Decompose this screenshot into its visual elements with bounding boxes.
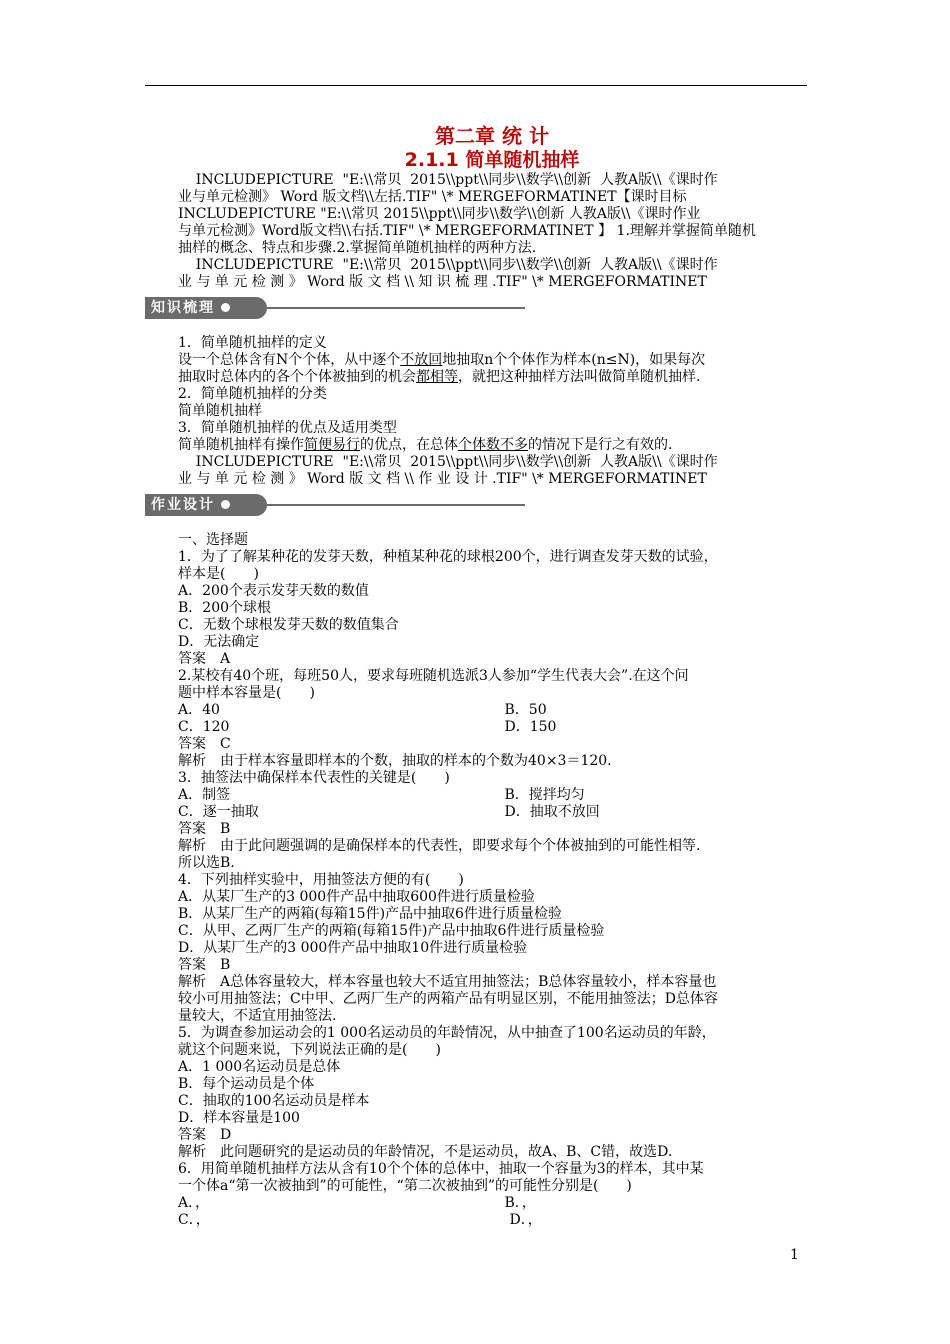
- question-5: 5．为调查参加运动会的1 000名运动员的年龄情况，从中抽查了100名运动员的年龄，: [178, 1025, 716, 1041]
- answer: 答案 A: [178, 651, 231, 667]
- text: ，就把这种抽样方法叫做简单随机抽样.: [458, 369, 701, 385]
- underlined-term: 不放回: [400, 352, 443, 368]
- explanation: 量较大，不适宜用抽签法.: [178, 1008, 337, 1024]
- page-number: 1: [790, 1247, 799, 1263]
- section-banner-knowledge: [145, 297, 525, 319]
- text: 简单随机抽样有操作: [178, 437, 304, 453]
- heading-3: 3．简单随机抽样的优点及适用类型: [178, 420, 397, 436]
- text: 地抽取n个个体作为样本(n≤N)，如果每次: [442, 352, 706, 368]
- option-row: [178, 804, 806, 821]
- heading-2: 2．简单随机抽样的分类: [178, 386, 327, 402]
- question-3: 3．抽签法中确保样本代表性的关键是( ): [178, 770, 450, 786]
- question-2: 2.某校有40个班，每班50人，要求每班随机选派3人参加“学生代表大会”.在这个问: [178, 668, 689, 684]
- field-line: 业 与 单 元 检 测 》 Word 版 文 档 \\ 作 业 设 计 .TIF" \* MERGEFORMATINET: [178, 471, 707, 487]
- answer: 答案 C: [178, 736, 231, 752]
- question-4: 4．下列抽样实验中，用抽签法方便的有( ): [178, 872, 464, 888]
- heading-1: 1．简单随机抽样的定义: [178, 335, 327, 351]
- banner-line: [267, 504, 525, 506]
- banner-label: 知识梳理: [151, 300, 215, 316]
- option: B．，: [504, 1195, 536, 1211]
- exercise-section: 一、选择题: [178, 532, 248, 548]
- option: C．抽取的100名运动员是样本: [178, 1093, 370, 1109]
- knowledge-content: [178, 335, 806, 454]
- chapter-title: 第二章 统 计: [435, 124, 549, 148]
- option: C．120: [178, 719, 230, 735]
- definition-line-1: [178, 352, 806, 369]
- explanation: 较小可用抽签法；C中甲、乙两厂生产的两箱产品有明显区别，不能用抽签法；D总体容: [178, 991, 718, 1007]
- underlined-term: 简便易行: [304, 437, 360, 453]
- option: D．从某厂生产的3 000件产品中抽取10件进行质量检验: [178, 940, 528, 956]
- option: D．样本容量是100: [178, 1110, 300, 1126]
- option: D．150: [504, 719, 557, 735]
- option: A．1 000名运动员是总体: [178, 1059, 341, 1075]
- exercises: [178, 532, 806, 1229]
- option: A．制签: [178, 787, 231, 803]
- text: 抽取时总体内的各个个体被抽到的机会: [178, 369, 416, 385]
- option-row: [178, 1195, 806, 1212]
- option: C．无数个球根发芽天数的数值集合: [178, 617, 399, 633]
- field-line: 与单元检测》Word版文档\\右括.TIF" \* MERGEFORMATINET 】 1.理解并掌握简单随机: [178, 223, 756, 239]
- field-line: 业与单元检测》 Word 版文档\\左括.TIF" \* MERGEFORMATINET【课时目标: [178, 189, 687, 205]
- explanation: 解析 A总体容量较大，样本容量也较大不适宜用抽签法；B总体容量较小，样本容量也: [178, 974, 717, 990]
- section-title: 2.1.1 简单随机抽样: [404, 149, 580, 171]
- explanation: 所以选B.: [178, 855, 235, 871]
- text: 的情况下是行之有效的.: [528, 437, 673, 453]
- classification: 简单随机抽样: [178, 403, 262, 419]
- underlined-term: 个体数不多: [458, 437, 528, 453]
- explanation: 解析 由于此问题强调的是确保样本的代表性，即要求每个个体被抽到的可能性相等.: [178, 838, 701, 854]
- field-line: INCLUDEPICTURE "E:\\常贝 2015\\ppt\\同步\\数学\\创新 人教A版\\《课时作: [178, 172, 718, 188]
- document-body: [151, 124, 806, 1229]
- option: C．，: [178, 1212, 210, 1228]
- option-row: [178, 787, 806, 804]
- bullet-dot-icon: [221, 303, 230, 312]
- answer: 答案 D: [178, 1127, 232, 1143]
- option: D．，: [509, 1212, 542, 1228]
- option-row: [178, 1212, 806, 1229]
- banner-tag: [145, 494, 267, 516]
- field-line: 业 与 单 元 检 测 》 Word 版 文 档 \\ 知 识 梳 理 .TIF" \* MERGEFORMATINET: [178, 274, 707, 290]
- definition-line-2: [178, 369, 806, 386]
- option: D．无法确定: [178, 634, 260, 650]
- option: A．从某厂生产的3 000件产品中抽取600件进行质量检验: [178, 889, 535, 905]
- option: C．从甲、乙两厂生产的两箱(每箱15件)产品中抽取6件进行质量检验: [178, 923, 605, 939]
- option: A．200个表示发芽天数的数值: [178, 583, 369, 599]
- text: 的优点，在总体: [360, 437, 458, 453]
- question-6: 6．用简单随机抽样方法从含有10个个体的总体中，抽取一个容量为3的样本，其中某: [178, 1161, 704, 1177]
- question-1: 样本是( ): [178, 566, 259, 582]
- banner-label: 作业设计: [151, 497, 215, 513]
- explanation: 解析 此问题研究的是运动员的年龄情况，不是运动员，故A、B、C错，故选D.: [178, 1144, 673, 1160]
- header-rule: [145, 85, 807, 86]
- option: A．，: [178, 1195, 210, 1211]
- banner-line: [267, 307, 525, 309]
- underlined-term: 都相等: [416, 369, 458, 385]
- option: B．每个运动员是个体: [178, 1076, 315, 1092]
- answer: 答案 B: [178, 957, 231, 973]
- field-line: INCLUDEPICTURE "E:\\常贝 2015\\ppt\\同步\\数学\\创新 人教A版\\《课时作: [178, 454, 718, 470]
- answer: 答案 B: [178, 821, 231, 837]
- option: C．逐一抽取: [178, 804, 259, 820]
- explanation: 解析 由于样本容量即样本的个数，抽取的样本的个数为40×3＝120.: [178, 753, 612, 769]
- question-6: 一个体a“第一次被抽到”的可能性，“第二次被抽到”的可能性分别是( ): [178, 1178, 632, 1194]
- field-line: INCLUDEPICTURE "E:\\常贝 2015\\ppt\\同步\\数学\\创新 人教A版\\《课时作业: [178, 206, 701, 222]
- option-row: [178, 702, 806, 719]
- option: B．50: [504, 702, 547, 718]
- question-2: 题中样本容量是( ): [178, 685, 315, 701]
- option: B．从某厂生产的两箱(每箱15件)产品中抽取6件进行质量检验: [178, 906, 562, 922]
- bullet-dot-icon: [221, 500, 230, 509]
- question-1: 1．为了了解某种花的发芽天数，种植某种花的球根200个，进行调查发芽天数的试验，: [178, 549, 718, 565]
- option: A．40: [178, 702, 220, 718]
- include-field-1: [178, 172, 806, 291]
- field-line: 抽样的概念、特点和步骤.2.掌握简单随机抽样的两种方法.: [178, 240, 537, 256]
- include-field-2: [178, 454, 806, 488]
- field-line: INCLUDEPICTURE "E:\\常贝 2015\\ppt\\同步\\数学\\创新 人教A版\\《课时作: [178, 257, 718, 273]
- section-banner-homework: [145, 494, 525, 516]
- advantage-line: [178, 437, 806, 454]
- option-row: [178, 719, 806, 736]
- text: 设一个总体含有N个个体，从中逐个: [178, 352, 401, 368]
- banner-tag: [145, 297, 267, 319]
- option: B．搅拌均匀: [504, 787, 585, 803]
- option: D．抽取不放回: [504, 804, 600, 820]
- question-5: 就这个问题来说，下列说法正确的是( ): [178, 1042, 441, 1058]
- option: B．200个球根: [178, 600, 272, 616]
